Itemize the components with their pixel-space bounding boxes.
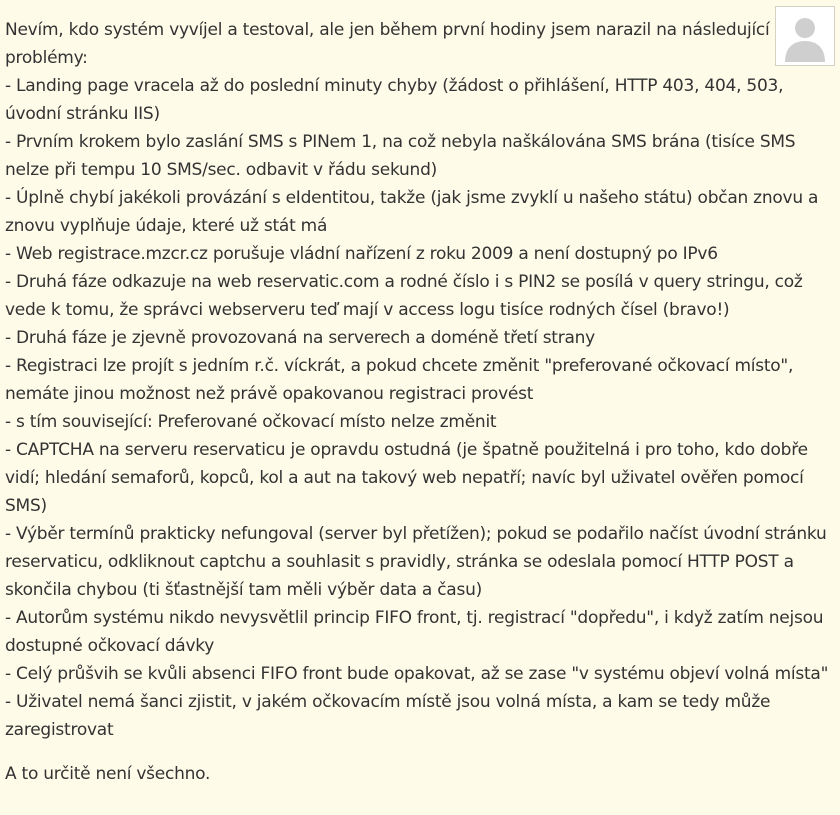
problem-list xyxy=(5,72,840,744)
default-user-avatar-icon xyxy=(779,10,831,62)
problem-item: - Registraci lze projít s jedním r.č. víckrát, a pokud chcete změnit "preferované očkovací místo", nemáte jinou možnost než právě opakovanou registraci provést xyxy=(5,356,794,404)
avatar[interactable] xyxy=(775,6,835,66)
problem-item: - Web registrace.mzcr.cz porušuje vládní nařízení z roku 2009 a není dostupný po IPv6 xyxy=(5,244,718,264)
problem-item: - Celý průšvih se kvůli absenci FIFO front bude opakovat, až se zase "v systému objeví volná místa" xyxy=(5,664,829,684)
problem-item: - Druhá fáze je zjevně provozovaná na serverech a doméně třetí strany xyxy=(5,328,595,348)
problem-item: - Úplně chybí jakékoli provázání s eIdentitou, takže (jak jsme zvyklí u našeho státu) občan znovu a znovu vyplňuje údaje, které už stát má xyxy=(5,188,819,236)
problem-item: - s tím související: Preferované očkovací místo nelze změnit xyxy=(5,412,497,432)
problem-item: - Autorům systému nikdo nevysvětlil princip FIFO front, tj. registrací "dopředu", i když zatím nejsou dostupné očkovací dávky xyxy=(5,608,824,656)
problem-item: - Výběr termínů prakticky nefungoval (server byl přetížen); pokud se podařilo načíst úvodní stránku reservaticu, odkliknout captchu a souhlasit s pravidly, stránka se odeslala pomocí HTTP POST a skončila chybou (ti šťastnější tam měli výběr data a času) xyxy=(5,524,827,600)
problem-item: - Uživatel nemá šanci zjistit, v jakém očkovacím místě jsou volná místa, a kam se tedy může zaregistrovat xyxy=(5,692,771,740)
problem-item: - Prvním krokem bylo zaslání SMS s PINem 1, na což nebyla naškálována SMS brána (tisíce SMS nelze při tempu 10 SMS/sec. odbavit v řádu sekund) xyxy=(5,132,796,180)
avatar-head xyxy=(795,18,815,38)
problem-item: - Druhá fáze odkazuje na web reservatic.com a rodné číslo i s PIN2 se posílá v query stringu, což vede k tomu, že správci webserveru teď mají v access logu tisíce rodných čísel (bravo!) xyxy=(5,272,803,320)
problem-item: - Landing page vracela až do poslední minuty chyby (žádost o přihlášení, HTTP 403, 404, 503, úvodní stránku IIS) xyxy=(5,76,784,124)
comment-intro: Nevím, kdo systém vyvíjel a testoval, ale jen během první hodiny jsem narazil na následující problémy: xyxy=(5,20,770,68)
comment-body xyxy=(5,16,840,788)
problem-item: - CAPTCHA na serveru reservaticu je opravdu ostudná (je špatně použitelná i pro toho, kdo dobře vidí; hledání semaforů, kopců, kol a aut na takový web nepatří; navíc byl uživatel ověřen pomocí SMS) xyxy=(5,440,808,516)
comment-outro: A to určitě není všechno. xyxy=(5,764,211,784)
